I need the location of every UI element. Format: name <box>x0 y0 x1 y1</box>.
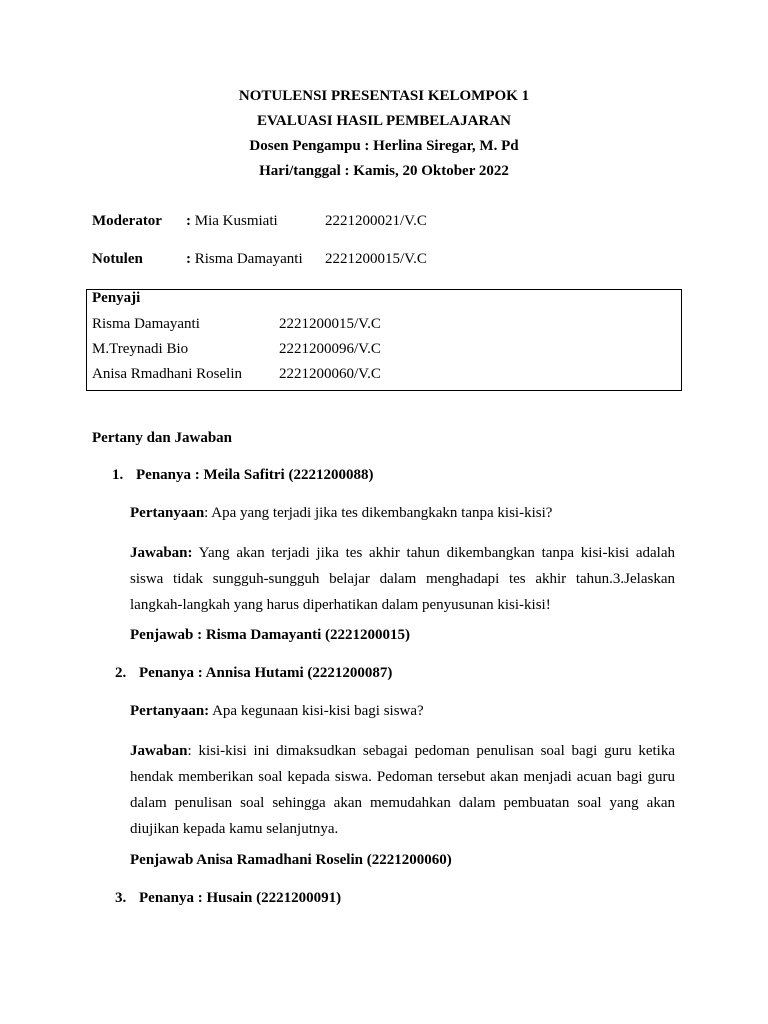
qa-item-answerer: Penjawab : Risma Damayanti (2221200015) <box>130 627 410 643</box>
notulen-name-text: Risma Damayanti <box>191 251 303 267</box>
qa-heading: Pertany dan Jawaban <box>92 430 233 446</box>
presenter-id: 2221200096/V.C <box>279 341 381 357</box>
presenter-id: 2221200015/V.C <box>279 316 381 332</box>
answer-label: Jawaban: <box>130 545 193 561</box>
notulen-id: 2221200015/V.C <box>325 251 427 267</box>
qa-item-questioner: Penanya : Husain (2221200091) <box>139 890 342 906</box>
notulen-name: : Risma Damayanti <box>186 251 303 267</box>
presenter-name: Risma Damayanti <box>92 316 200 332</box>
document-subtitle: EVALUASI HASIL PEMBELAJARAN <box>257 113 511 129</box>
moderator-name: : Mia Kusmiati <box>186 213 278 229</box>
question-label: Pertanyaan <box>130 505 205 521</box>
question-text: Apa kegunaan kisi-kisi bagi siswa? <box>209 703 424 719</box>
presenter-name: M.Treynadi Bio <box>92 341 189 357</box>
qa-item-question <box>130 505 552 522</box>
presenter-name: Anisa Rmadhani Roselin <box>92 366 242 382</box>
qa-item-questioner: Penanya : Meila Safitri (2221200088) <box>136 467 374 483</box>
date-line: Hari/tanggal : Kamis, 20 Oktober 2022 <box>259 163 509 179</box>
qa-item-number: 1. <box>112 467 124 483</box>
moderator-label: Moderator <box>92 213 162 229</box>
qa-item-question <box>130 703 424 720</box>
presenter-id: 2221200060/V.C <box>279 366 381 382</box>
qa-item-answer <box>130 540 675 618</box>
answer-text: Yang akan terjadi jika tes akhir tahun dikembangkan tanpa kisi-kisi adalah siswa tidak sungguh-sungguh belajar dalam menghadapi tes akhir tahun.3.Jelaskan langkah-langkah yang harus diperhatikan dalam penyusunan kisi-kisi! <box>130 545 675 613</box>
answer-label: Jawaban <box>130 743 188 759</box>
answer-text: : kisi-kisi ini dimaksudkan sebagai pedoman penulisan soal bagi guru ketika hendak memberikan soal kepada siswa. Pedoman tersebut akan menjadi acuan bagi guru dalam penulisan soal sehingga akan memudahkan dalam pembuatan soal yang akan diujikan kepada kamu selanjutnya. <box>130 743 675 837</box>
qa-item-number: 2. <box>115 665 127 681</box>
document-title: NOTULENSI PRESENTASI KELOMPOK 1 <box>238 88 530 104</box>
presenter-heading: Penyaji <box>92 290 141 306</box>
question-label: Pertanyaan: <box>130 703 210 719</box>
notulen-label: Notulen <box>92 251 143 267</box>
lecturer-line: Dosen Pengampu : Herlina Siregar, M. Pd <box>249 138 519 154</box>
qa-item-number: 3. <box>115 890 127 906</box>
question-text: : Apa yang terjadi jika tes dikembangkakn tanpa kisi-kisi? <box>204 505 553 521</box>
qa-item-questioner: Penanya : Annisa Hutami (2221200087) <box>139 665 393 681</box>
qa-item-answer <box>130 738 675 842</box>
qa-item-answerer: Penjawab Anisa Ramadhani Roselin (2221200060) <box>130 852 452 868</box>
moderator-id: 2221200021/V.C <box>325 213 427 229</box>
moderator-name-text: Mia Kusmiati <box>191 213 278 229</box>
